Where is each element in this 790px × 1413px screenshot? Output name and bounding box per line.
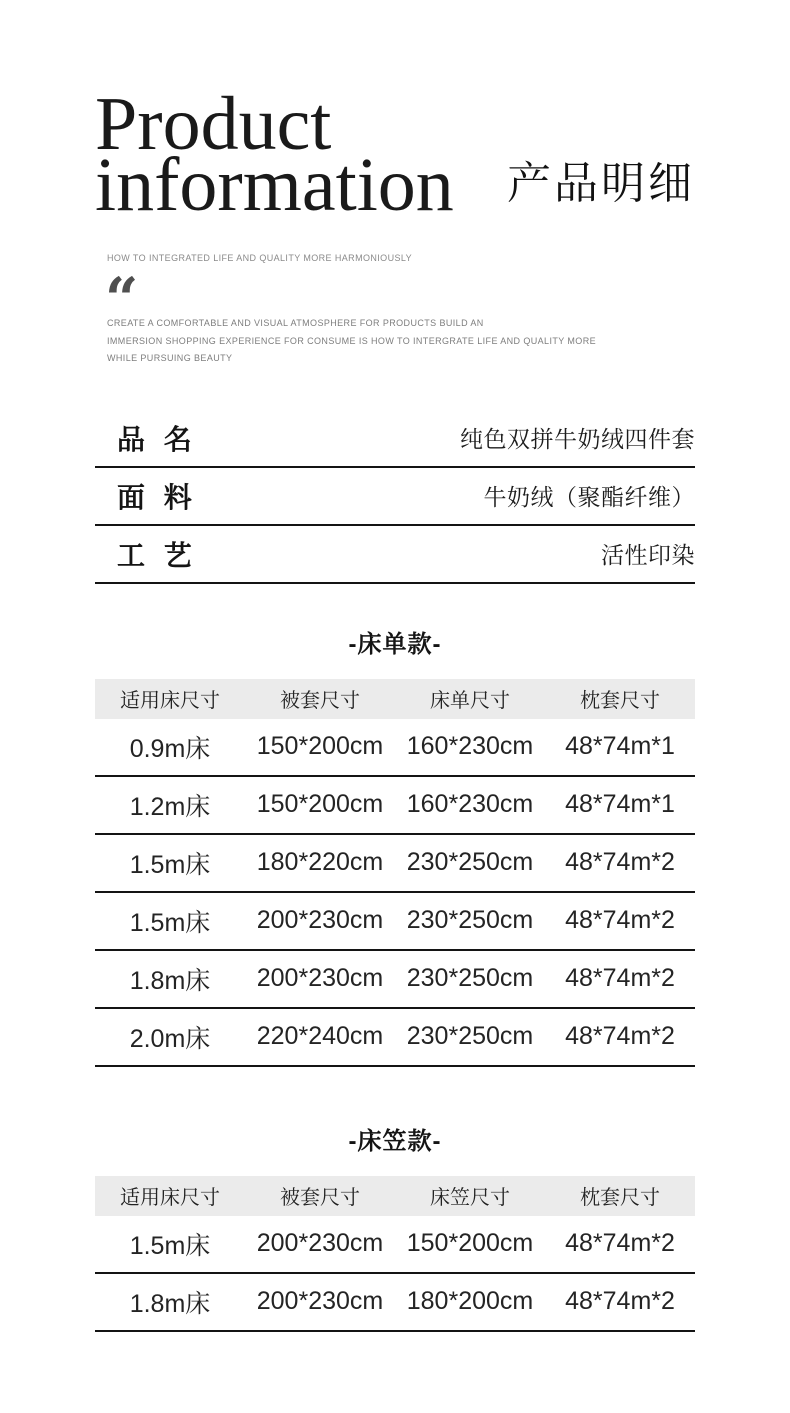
table-cell: 48*74m*2 bbox=[565, 964, 675, 992]
table-header-cell: 被套尺寸 bbox=[280, 690, 360, 712]
spec-row-name bbox=[95, 410, 695, 468]
table-cell: 180*220cm bbox=[256, 848, 384, 876]
table-row bbox=[95, 1009, 695, 1067]
table-cell: 230*250cm bbox=[406, 848, 534, 876]
table-row bbox=[95, 719, 695, 777]
table-cell: 150*200cm bbox=[256, 732, 384, 760]
table-header-cell: 枕套尺寸 bbox=[580, 1187, 660, 1209]
size-table-sheet bbox=[95, 679, 695, 1067]
quote-line: WHILE PURSUING BEAUTY bbox=[107, 353, 233, 363]
table-header-row bbox=[95, 679, 695, 719]
table-header-cell: 床单尺寸 bbox=[430, 690, 510, 712]
table-header-row bbox=[95, 1176, 695, 1216]
section-title-fitted: -床笠款- bbox=[348, 1127, 442, 1155]
spec-value: 牛奶绒（聚酯纤维） bbox=[483, 484, 695, 510]
table-cell: 230*250cm bbox=[406, 964, 534, 992]
table-cell: 1.8m床 bbox=[129, 966, 211, 995]
table-header-cell: 适用床尺寸 bbox=[120, 690, 220, 712]
table-cell: 1.8m床 bbox=[129, 1289, 211, 1318]
table-cell: 230*250cm bbox=[406, 1022, 534, 1050]
page-title-line2: information bbox=[95, 143, 454, 227]
table-header-cell: 床笠尺寸 bbox=[430, 1187, 510, 1209]
quote-line: IMMERSION SHOPPING EXPERIENCE FOR CONSUME IS HOW TO INTERGRATE LIFE AND QUALITY MORE bbox=[107, 335, 596, 346]
page-header bbox=[95, 82, 695, 227]
table-cell: 200*230cm bbox=[256, 1287, 384, 1315]
spec-label: 面 料 bbox=[117, 481, 193, 513]
table-cell: 1.5m床 bbox=[129, 850, 211, 879]
page-title-line1: Product bbox=[95, 82, 332, 166]
table-cell: 1.2m床 bbox=[129, 792, 211, 821]
table-cell: 48*74m*1 bbox=[565, 732, 675, 760]
quote-icon: “ bbox=[105, 265, 139, 333]
table-cell: 48*74m*2 bbox=[565, 848, 675, 876]
spec-row-fabric bbox=[95, 468, 695, 526]
table-cell: 48*74m*2 bbox=[565, 906, 675, 934]
table-cell: 48*74m*1 bbox=[565, 790, 675, 818]
spec-row-craft bbox=[95, 526, 695, 584]
table-row bbox=[95, 777, 695, 835]
section-title-sheet: -床单款- bbox=[348, 630, 442, 658]
table-cell: 2.0m床 bbox=[129, 1024, 211, 1053]
tagline: HOW TO INTEGRATED LIFE AND QUALITY MORE HARMONIOUSLY bbox=[107, 253, 413, 263]
table-cell: 200*230cm bbox=[256, 906, 384, 934]
table-cell: 160*230cm bbox=[406, 732, 534, 760]
spec-list bbox=[95, 410, 695, 584]
spec-value: 纯色双拼牛奶绒四件套 bbox=[460, 426, 695, 452]
table-cell: 1.5m床 bbox=[129, 908, 211, 937]
table-cell: 48*74m*2 bbox=[565, 1022, 675, 1050]
table-cell: 48*74m*2 bbox=[565, 1287, 675, 1315]
table-row bbox=[95, 893, 695, 951]
spec-label: 工 艺 bbox=[117, 539, 193, 571]
table-row bbox=[95, 1216, 695, 1274]
table-body bbox=[95, 1216, 695, 1332]
quote-paragraph bbox=[107, 315, 695, 368]
table-header-cell: 适用床尺寸 bbox=[120, 1187, 220, 1209]
size-table-fitted bbox=[95, 1176, 695, 1332]
quote-line: CREATE A COMFORTABLE AND VISUAL ATMOSPHERE FOR PRODUCTS BUILD AN bbox=[107, 318, 484, 328]
table-cell: 200*230cm bbox=[256, 964, 384, 992]
table-cell: 1.5m床 bbox=[129, 1231, 211, 1260]
table-cell: 220*240cm bbox=[256, 1022, 384, 1050]
table-cell: 160*230cm bbox=[406, 790, 534, 818]
table-cell: 48*74m*2 bbox=[565, 1229, 675, 1257]
page-title-cn: 产品明细 bbox=[507, 159, 695, 208]
table-cell: 150*200cm bbox=[406, 1229, 534, 1257]
table-row bbox=[95, 951, 695, 1009]
spec-label: 品 名 bbox=[117, 423, 193, 455]
table-body bbox=[95, 719, 695, 1067]
table-cell: 200*230cm bbox=[256, 1229, 384, 1257]
table-header-cell: 被套尺寸 bbox=[280, 1187, 360, 1209]
table-cell: 0.9m床 bbox=[129, 734, 211, 763]
table-cell: 150*200cm bbox=[256, 790, 384, 818]
table-header-cell: 枕套尺寸 bbox=[580, 690, 660, 712]
table-cell: 180*200cm bbox=[406, 1287, 534, 1315]
page-title-en bbox=[95, 82, 454, 227]
table-cell: 230*250cm bbox=[406, 906, 534, 934]
table-row bbox=[95, 1274, 695, 1332]
spec-value: 活性印染 bbox=[601, 542, 695, 568]
table-row bbox=[95, 835, 695, 893]
